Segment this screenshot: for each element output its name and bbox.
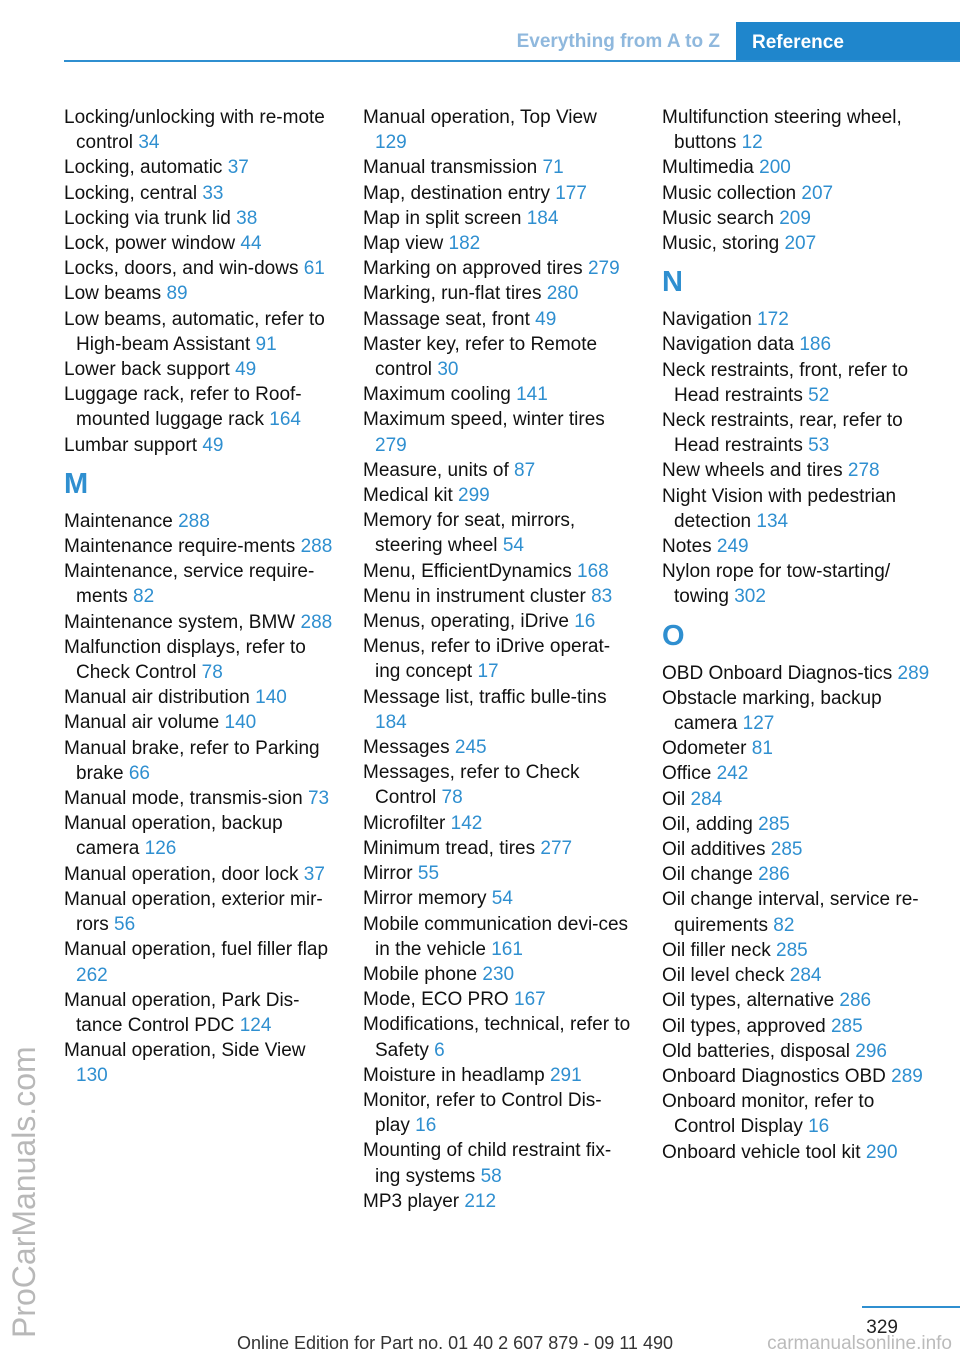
index-page-link[interactable]: 58 — [480, 1165, 502, 1187]
index-page-link[interactable]: 124 — [239, 1014, 272, 1036]
index-entry-term: Manual brake, refer to Parking brake — [64, 737, 320, 784]
index-entry-term: Multimedia — [662, 157, 754, 179]
index-entry-term: Mirror memory — [363, 888, 487, 910]
index-entry-term: Malfunction displays, refer to Check Control — [64, 636, 306, 684]
index-page-link[interactable]: 299 — [458, 485, 490, 507]
index-letter-heading: M — [64, 467, 89, 500]
index-page-link[interactable]: 200 — [759, 157, 791, 179]
index-entry — [64, 786, 334, 811]
index-page-link[interactable]: 291 — [549, 1064, 582, 1086]
index-entry-term: Marking, run-flat tires — [363, 283, 542, 305]
index-entry-term: Manual operation, Top View — [363, 107, 597, 128]
index-entry-term: Marking on approved tires — [363, 258, 583, 280]
index-entry — [363, 685, 633, 735]
index-entry — [363, 508, 633, 558]
index-entry-term: Manual air volume — [64, 712, 220, 734]
index-letter-heading: N — [662, 266, 683, 299]
index-page-link[interactable]: 142 — [450, 812, 483, 834]
index-entry-term: Menus, refer to iDrive operat-ing concept — [363, 636, 611, 683]
index-entry — [363, 987, 633, 1012]
index-entry — [64, 105, 334, 155]
index-page-link[interactable]: 209 — [779, 207, 811, 229]
index-entry-term: Lock, power window — [64, 233, 236, 255]
index-entry — [363, 559, 633, 584]
index-entry-term: Navigation data — [662, 334, 795, 356]
index-entry — [363, 281, 633, 306]
index-entry — [363, 256, 633, 281]
index-entry-term: Map, destination entry — [363, 182, 550, 204]
index-entry — [64, 206, 334, 231]
index-entry-term: Low beams, automatic, refer to High-beam Assistant — [64, 308, 325, 355]
index-entry — [662, 812, 932, 837]
index-entry — [363, 181, 633, 206]
index-entry — [64, 988, 334, 1038]
index-page-link[interactable]: 6 — [434, 1039, 445, 1061]
index-entry-term: Massage seat, front — [363, 308, 530, 330]
index-entry-term: Manual mode, transmis-sion — [64, 788, 303, 810]
index-page-link[interactable]: 184 — [375, 711, 407, 733]
index-page-link[interactable]: 284 — [789, 965, 822, 987]
index-page-link[interactable]: 279 — [375, 434, 407, 456]
index-entry — [363, 609, 633, 634]
index-entry-term: Maintenance system, BMW — [64, 611, 296, 633]
index-page-link[interactable]: 230 — [482, 963, 515, 985]
index-entry-term: Manual operation, fuel filler flap — [64, 939, 329, 961]
index-page-link[interactable]: 285 — [830, 1015, 863, 1037]
index-page-link[interactable]: 289 — [897, 662, 930, 684]
index-entry — [64, 685, 334, 710]
index-page-link[interactable]: 82 — [773, 914, 795, 936]
index-page-link[interactable]: 207 — [801, 182, 834, 204]
index-page-link[interactable]: 288 — [178, 510, 210, 532]
index-entry-term: Messages — [363, 737, 450, 759]
index-page-link[interactable]: 140 — [255, 687, 287, 709]
edition-note: Online Edition for Part no. 01 40 2 607 879 - 09 11 490 — [237, 1333, 673, 1353]
index-entry — [363, 886, 633, 911]
index-entry — [363, 231, 633, 256]
header-reference-tab: Reference — [736, 22, 960, 62]
index-entry — [363, 962, 633, 987]
index-page-link[interactable]: 302 — [734, 586, 766, 608]
index-entry — [64, 559, 334, 609]
index-entry — [662, 559, 932, 609]
index-entry-term: Maintenance require-ments — [64, 536, 296, 558]
index-entry — [662, 1039, 932, 1064]
index-entry-term: Luggage rack, refer to Roof-mounted luggage rack — [64, 384, 302, 431]
index-page-link[interactable]: 288 — [300, 536, 333, 558]
index-letter-heading: O — [662, 619, 685, 652]
index-page-link[interactable]: 167 — [514, 989, 546, 1011]
index-entry — [662, 181, 932, 206]
index-page-link[interactable]: 285 — [776, 939, 808, 961]
index-entry — [64, 382, 334, 432]
index-page-link[interactable]: 91 — [255, 333, 277, 355]
index-page-link[interactable]: 33 — [202, 182, 224, 204]
index-entry-term: OBD Onboard Diagnos-tics — [662, 662, 893, 684]
index-entry — [662, 484, 932, 534]
index-page-link[interactable]: 127 — [742, 713, 775, 735]
index-entry — [64, 1038, 334, 1088]
index-page-link[interactable]: 54 — [502, 535, 524, 557]
index-page-link[interactable]: 71 — [542, 157, 564, 179]
index-entry — [64, 862, 334, 887]
index-page-link[interactable]: 55 — [417, 863, 440, 885]
index-entry — [64, 357, 334, 382]
index-entry — [662, 938, 932, 963]
index-entry — [363, 1138, 633, 1188]
index-entry-term: Maximum cooling — [363, 384, 511, 406]
index-entry — [662, 231, 932, 256]
index-entry — [363, 836, 633, 861]
index-entry — [363, 912, 633, 962]
index-entry — [662, 761, 932, 786]
index-entry-term: Low beams — [64, 283, 162, 305]
index-page-link[interactable]: 279 — [587, 258, 620, 280]
index-entry-term: Oil filler neck — [662, 939, 771, 961]
index-entry — [662, 408, 932, 458]
index-entry-term: Manual operation, door lock — [64, 863, 299, 885]
index-entry-term: Map view — [363, 233, 444, 255]
index-entry — [363, 861, 633, 886]
index-page-link[interactable]: 87 — [514, 459, 536, 481]
index-page-link[interactable]: 34 — [138, 132, 160, 154]
index-entry — [662, 887, 932, 937]
index-page-link[interactable]: 164 — [269, 409, 301, 431]
index-entry-term: Monitor, refer to Control Dis-play — [363, 1089, 602, 1137]
index-entry — [662, 988, 932, 1013]
index-page-link[interactable]: 141 — [516, 384, 548, 406]
index-entry-term: Microfilter — [363, 812, 446, 834]
index-entry — [662, 686, 932, 736]
index-column-2 — [363, 105, 633, 1214]
index-page-link[interactable]: 16 — [574, 611, 596, 633]
index-entry-term: Locks, doors, and win-dows — [64, 258, 299, 280]
index-entry — [363, 584, 633, 609]
index-entry-term: Notes — [662, 536, 712, 558]
index-entry-term: Oil change — [662, 864, 753, 886]
index-entry — [363, 206, 633, 231]
index-entry-term: Oil change interval, service re-quirements — [662, 889, 919, 936]
index-entry — [363, 1012, 633, 1062]
index-page-link[interactable]: 249 — [716, 536, 749, 558]
index-page-link[interactable]: 16 — [808, 1116, 830, 1138]
index-entry-term: Maintenance — [64, 510, 173, 532]
index-entry-term: Medical kit — [363, 485, 453, 507]
index-entry — [662, 1014, 932, 1039]
index-page-link[interactable]: 289 — [891, 1065, 923, 1087]
index-entry — [64, 887, 334, 937]
index-entry-term: Memory for seat, mirrors, steering wheel — [363, 510, 576, 557]
index-entry-term: Night Vision with pedestrian detection — [662, 485, 897, 532]
index-entry-term: Music, storing — [662, 233, 780, 255]
index-entry-term: Multifunction steering wheel, buttons — [662, 107, 902, 154]
index-page-link[interactable]: 182 — [448, 233, 481, 255]
index-entry — [64, 256, 334, 281]
index-entry-term: Onboard monitor, refer to Control Display — [662, 1091, 875, 1138]
side-watermark: ProCarManuals.com — [6, 1046, 42, 1338]
index-entry — [363, 811, 633, 836]
index-page-link[interactable]: 285 — [758, 813, 790, 835]
index-page-link[interactable]: 37 — [303, 863, 325, 885]
index-entry-term: Mirror — [363, 863, 413, 885]
index-entry-term: Menus, operating, iDrive — [363, 611, 569, 633]
index-entry-term: Manual transmission — [363, 157, 538, 179]
index-entry — [662, 155, 932, 180]
index-page-link[interactable]: 129 — [375, 132, 407, 154]
index-entry-term: Obstacle marking, backup camera — [662, 687, 882, 735]
index-entry-term: Locking/unlocking with re-mote control — [64, 107, 325, 154]
index-entry-term: Measure, units of — [363, 459, 509, 481]
index-page-link[interactable]: 184 — [526, 207, 559, 229]
index-page-link[interactable]: 81 — [751, 738, 773, 760]
index-column-3 — [662, 105, 932, 1165]
index-entry — [64, 155, 334, 180]
index-entry-term: Music collection — [662, 182, 797, 204]
footer-watermark: carmanualsonline.info — [767, 1333, 952, 1354]
index-page-link[interactable]: 56 — [114, 914, 136, 936]
index-entry — [662, 332, 932, 357]
index-entry — [363, 332, 633, 382]
index-page-link[interactable]: 277 — [540, 837, 573, 859]
index-page-link[interactable]: 66 — [128, 762, 150, 784]
index-entry — [363, 105, 633, 155]
index-entry — [64, 635, 334, 685]
index-page-link[interactable]: 49 — [235, 359, 257, 381]
index-entry-term: Oil, adding — [662, 813, 753, 835]
index-entry — [363, 155, 633, 180]
index-page-link[interactable]: 296 — [855, 1040, 887, 1062]
index-entry-term: Mobile communication devi-ces in the vehicle — [363, 913, 629, 960]
index-page-link[interactable]: 242 — [716, 763, 749, 785]
index-page-link[interactable]: 12 — [741, 132, 763, 154]
index-entry-term: Locking, automatic — [64, 157, 223, 179]
index-entry — [363, 483, 633, 508]
index-page-link[interactable]: 140 — [224, 712, 257, 734]
index-entry — [662, 787, 932, 812]
index-page-link[interactable]: 280 — [546, 283, 579, 305]
index-entry-term: Manual operation, exterior mir-rors — [64, 888, 323, 936]
index-page-link[interactable]: 82 — [133, 586, 155, 608]
index-entry — [363, 1088, 633, 1138]
index-entry-term: Oil additives — [662, 839, 766, 861]
index-entry-term: Oil types, approved — [662, 1015, 826, 1037]
index-entry-term: Messages, refer to Check Control — [363, 762, 580, 809]
index-entry-term: New wheels and tires — [662, 460, 843, 482]
index-entry-term: Manual operation, Side View — [64, 1040, 306, 1062]
index-entry — [64, 307, 334, 357]
index-page-link[interactable]: 49 — [535, 308, 557, 330]
index-page-link[interactable]: 177 — [555, 182, 587, 204]
index-entry — [64, 231, 334, 256]
index-page-link[interactable]: 53 — [808, 435, 830, 457]
index-entry-term: Modifications, technical, refer to Safety — [363, 1014, 631, 1061]
index-page-link[interactable]: 288 — [300, 611, 333, 633]
index-entry-term: Navigation — [662, 309, 752, 331]
index-page-link[interactable]: 16 — [415, 1115, 437, 1137]
index-page-link[interactable]: 134 — [756, 510, 789, 532]
index-entry — [64, 181, 334, 206]
index-page-link[interactable]: 83 — [591, 585, 613, 607]
footer-rule — [862, 1306, 960, 1308]
index-page-link[interactable]: 78 — [201, 662, 223, 684]
index-entry-term: Moisture in headlamp — [363, 1064, 545, 1086]
index-entry — [662, 837, 932, 862]
index-entry-term: Manual operation, Park Dis-tance Control PDC — [64, 989, 300, 1036]
index-entry — [363, 382, 633, 407]
index-entry — [64, 610, 334, 635]
index-page-link[interactable]: 78 — [441, 787, 463, 809]
index-entry-term: Onboard vehicle tool kit — [662, 1141, 861, 1163]
index-entry — [64, 433, 334, 458]
index-entry — [64, 710, 334, 735]
index-entry-term: Map in split screen — [363, 207, 522, 229]
index-entry — [662, 736, 932, 761]
index-entry — [363, 1189, 633, 1214]
index-page-link[interactable]: 130 — [76, 1065, 108, 1087]
index-entry-term: Menu, EfficientDynamics — [363, 560, 572, 582]
index-entry-term: Locking, central — [64, 182, 198, 204]
index-page-link[interactable]: 262 — [76, 964, 108, 986]
index-entry-term: Neck restraints, rear, refer to Head restraints — [662, 410, 903, 457]
index-entry-term: Mounting of child restraint fix-ing systems — [363, 1140, 612, 1187]
index-page-link[interactable]: 207 — [784, 233, 817, 255]
header-rule — [64, 60, 960, 62]
header-section-title: Everything from A to Z — [516, 31, 720, 52]
index-entry-term: Maximum speed, winter tires — [363, 409, 605, 431]
index-entry — [662, 307, 932, 332]
index-entry-term: Office — [662, 763, 712, 785]
index-entry — [662, 862, 932, 887]
index-entry — [64, 509, 334, 534]
index-page-link[interactable]: 286 — [758, 864, 790, 886]
index-page-link[interactable]: 44 — [240, 233, 262, 255]
index-page-link[interactable]: 285 — [770, 839, 803, 861]
index-page-link[interactable]: 172 — [757, 309, 789, 331]
index-entry — [363, 735, 633, 760]
index-entry — [662, 105, 932, 155]
index-entry — [662, 458, 932, 483]
index-entry — [64, 736, 334, 786]
index-entry-term: Music search — [662, 207, 774, 229]
index-page-link[interactable]: 38 — [236, 207, 258, 229]
index-entry-term: Old batteries, disposal — [662, 1040, 850, 1062]
index-entry — [662, 661, 932, 686]
index-entry-term: Mobile phone — [363, 963, 478, 985]
index-entry-term: Odometer — [662, 738, 747, 760]
index-page-link[interactable]: 290 — [865, 1141, 898, 1163]
index-entry-term: Onboard Diagnostics OBD — [662, 1065, 886, 1087]
index-entry — [363, 307, 633, 332]
index-page-link[interactable]: 212 — [464, 1190, 497, 1212]
index-entry-term: MP3 player — [363, 1190, 460, 1212]
index-page-link[interactable]: 61 — [303, 258, 325, 280]
index-page-link[interactable]: 284 — [690, 788, 723, 810]
index-entry — [64, 811, 334, 861]
page-number: 329 — [866, 1317, 898, 1338]
index-page-link[interactable]: 37 — [227, 157, 249, 179]
index-entry-term: Menu in instrument cluster — [363, 585, 586, 607]
index-entry-term: Mode, ECO PRO — [363, 989, 509, 1011]
index-entry-term: Manual air distribution — [64, 687, 250, 709]
index-page-link[interactable]: 286 — [839, 990, 872, 1012]
index-page-link[interactable]: 168 — [577, 560, 609, 582]
index-entry — [64, 534, 334, 559]
index-entry — [64, 281, 334, 306]
index-page-link[interactable]: 126 — [144, 838, 177, 860]
index-entry-term: Message list, traffic bulle-tins — [363, 686, 607, 708]
index-page-link[interactable]: 17 — [477, 661, 499, 683]
index-entry-term: Neck restraints, front, refer to Head restraints — [662, 359, 909, 406]
index-entry-term: Oil level check — [662, 965, 785, 987]
index-page-link[interactable]: 245 — [454, 737, 487, 759]
index-entry-term: Minimum tread, tires — [363, 837, 536, 859]
index-page-link[interactable]: 73 — [307, 788, 330, 810]
index-entry-term: Lumbar support — [64, 434, 198, 456]
index-page-link[interactable]: 89 — [166, 283, 188, 305]
index-column-1 — [64, 105, 334, 1089]
index-entry-term: Oil — [662, 788, 686, 810]
index-entry — [64, 937, 334, 987]
index-entry — [662, 1089, 932, 1139]
index-page-link[interactable]: 54 — [491, 888, 513, 910]
index-entry — [662, 1140, 932, 1165]
index-entry-term: Locking via trunk lid — [64, 207, 231, 229]
index-page-link[interactable]: 52 — [808, 384, 830, 406]
index-entry — [662, 358, 932, 408]
index-page-link[interactable]: 278 — [847, 460, 880, 482]
index-page-link[interactable]: 30 — [437, 359, 459, 381]
index-entry — [662, 534, 932, 559]
index-entry — [662, 206, 932, 231]
index-entry — [662, 1064, 932, 1089]
index-entry-term: Oil types, alternative — [662, 990, 835, 1012]
index-entry — [363, 760, 633, 810]
index-entry — [363, 1063, 633, 1088]
index-entry-term: Master key, refer to Remote control — [363, 333, 598, 381]
index-entry — [662, 963, 932, 988]
index-entry-term: Lower back support — [64, 359, 230, 381]
index-entry — [363, 458, 633, 483]
index-entry-term: Manual operation, backup camera — [64, 813, 283, 860]
index-entry-term: Maintenance, service require-ments — [64, 561, 315, 608]
index-page-link[interactable]: 49 — [202, 434, 224, 456]
index-entry — [363, 634, 633, 684]
index-page-link[interactable]: 161 — [491, 938, 523, 960]
index-entry — [363, 407, 633, 457]
index-entry-term: Nylon rope for tow-starting/ towing — [662, 561, 891, 608]
index-page-link[interactable]: 186 — [799, 334, 832, 356]
